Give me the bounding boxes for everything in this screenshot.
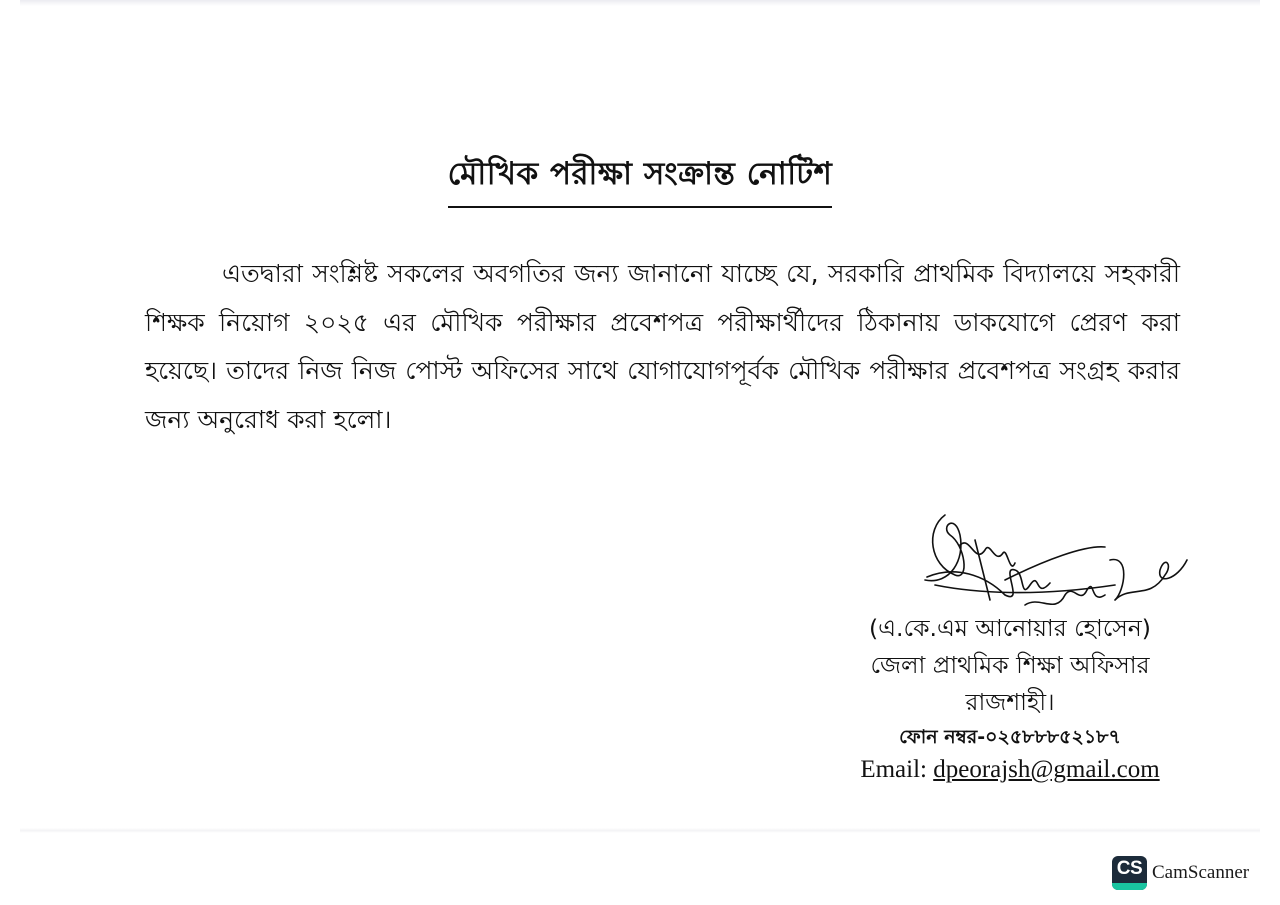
camscanner-brand: CamScanner (1152, 862, 1250, 883)
signature-block (830, 610, 1190, 787)
email-line (830, 753, 1190, 787)
notice-title: মৌখিক পরীক্ষা সংক্রান্ত নোটিশ (448, 150, 833, 208)
camscanner-logo-icon (1112, 856, 1147, 890)
notice-title-container (0, 150, 1280, 208)
signature-icon (915, 505, 1195, 625)
signatory-designation: জেলা প্রাথমিক শিক্ষা অফিসার (870, 651, 1150, 679)
email-label: Email: (860, 756, 934, 783)
phone-line (830, 721, 1190, 753)
camscanner-watermark (1112, 856, 1249, 890)
scan-edge-top (20, 0, 1260, 6)
phone-number: ০২৫৮৮৮৫২১৮৭ (985, 726, 1121, 748)
camscanner-logo-text: CS (1116, 858, 1143, 879)
email-link[interactable]: dpeorajsh@gmail.com (933, 756, 1160, 783)
signatory-name: (এ.কে.এম আনোয়ার হোসেন) (869, 614, 1151, 642)
scan-edge-bottom (20, 828, 1260, 833)
phone-label: ফোন নম্বর- (899, 726, 986, 748)
notice-body: এতদ্বারা সংশ্লিষ্ট সকলের অবগতির জন্য জানানো যাচ্ছে যে, সরকারি প্রাথমিক বিদ্যালয়ে সহকারী শিক্ষক নিয়োগ ২০২৫ এর মৌখিক পরীক্ষার প্রবেশপত্র পরীক্ষার্থীদের ঠিকানায় ডাকযোগে প্রেরণ করা হয়েছে। তাদের নিজ নিজ পোস্ট অফিসের সাথে যোগাযোগপূর্বক মৌখিক পরীক্ষার প্রবেশপত্র সংগ্রহ করার জন্য অনুরোধ করা হলো। (145, 259, 1180, 434)
signatory-location: রাজশাহী। (965, 688, 1055, 716)
